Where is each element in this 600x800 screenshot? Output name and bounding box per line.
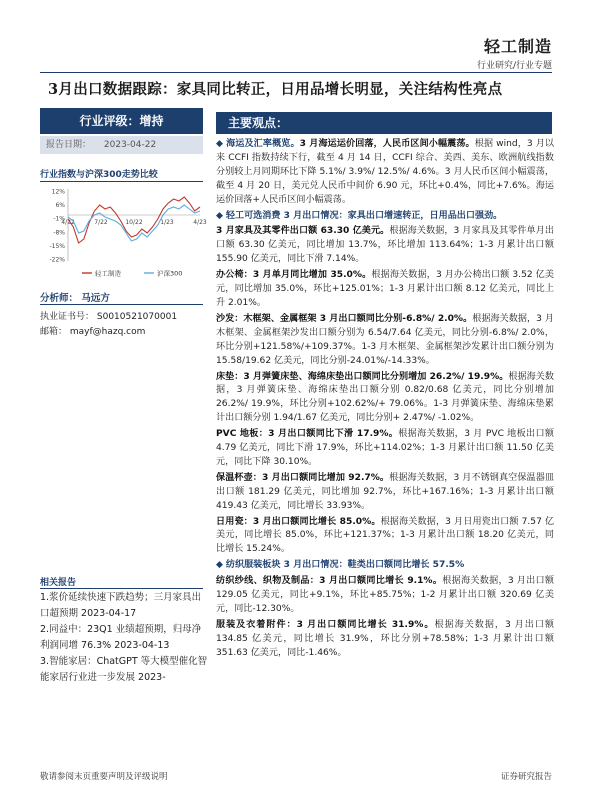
paragraph-mattress — [216, 371, 554, 427]
paragraph-textile-lead — [216, 559, 554, 573]
legend-label: 轻工制造 — [95, 269, 121, 278]
paragraph-sofa — [216, 313, 554, 369]
y-tick-label: -1% — [53, 215, 65, 223]
analyst-label: 分析师： — [40, 293, 79, 304]
yarn-text: 根据海关数据，3 月出口额 129.05 亿美元，同比+9.1%，环比+85.75%；1-2 月累计出口额 320.69 亿美元，同比-12.30%。 — [216, 576, 554, 614]
chart-title: 行业指数与沪深300走势比较 — [40, 170, 158, 180]
x-tick-label: 7/22 — [94, 219, 108, 226]
footer-disclaimer: 敬请参阅末页重要声明及评级说明 — [40, 772, 168, 782]
x-tick-label: 4/23 — [193, 219, 207, 226]
x-tick-label: 10/22 — [125, 219, 143, 226]
x-tick-label: 1/23 — [160, 219, 174, 226]
diamond-bullet-icon: ◆ — [216, 210, 226, 221]
textile-lead: 纺织服装板块 3 月出口情况：鞋类出口额同比增长 57.5% — [225, 560, 465, 571]
header-divider — [40, 72, 552, 73]
license-label: 执业证书号： — [40, 312, 95, 322]
analyst-row — [40, 290, 110, 304]
paragraph-consumer-lead — [216, 210, 554, 224]
diamond-bullet-icon: ◆ — [216, 560, 226, 571]
related-report-item[interactable]: 3.智能家居：ChatGPT 等大模型催化智能家居行业进一步发展 2023- — [40, 656, 208, 683]
footer-report-type: 证券研究报告 — [500, 772, 552, 782]
shipping-text: 根据 wind，3 月以来 CCFI 指数持续下行，截至 4 月 14 日，CCFI 综合、美西、美东、欧洲航线指数分别较上月同期环比下降 5.1%/ 3.9%/ 12.5%/ 4.6%。3 月人民币区间小幅震荡，截至 4 月 20 日，美元兑人民币中间价 6.90 元，环比+0.4%，同比+7.6%。海运运价回落+人民币区间小幅震荡。 — [216, 139, 554, 205]
furniture-bold: 3 月家具及其零件出口额 63.30 亿美元。 — [216, 226, 390, 237]
report-date-row — [40, 136, 203, 154]
email-link[interactable]: mayf@hazq.com — [69, 327, 146, 337]
brand-title: 轻工制造 — [483, 37, 552, 56]
thermos-text: 根据海关数据，3 月不锈钢真空保温器皿出口额 181.29 亿美元，同比增加 92.7%，环比+167.16%；1-3 月累计出口额 419.43 亿美元，同比增长 33.93%。 — [216, 472, 554, 511]
pvc-text: 根据海关数据，3 月 PVC 地板出口额 4.79 亿美元，同比下滑 17.9%，环比+114.02%；1-3 月累计出口额 11.50 亿美元，同比下降 30.10%。 — [216, 429, 554, 467]
analyst-name: 马远方 — [81, 293, 110, 304]
shipping-lead: 海运及汇率概览。 — [226, 139, 300, 149]
paragraph-yarn — [216, 575, 554, 617]
paragraph-furniture — [216, 225, 554, 267]
related-reports-title: 相关报告 — [40, 578, 77, 588]
paragraph-porcelain — [216, 516, 554, 558]
porcelain-bold: 日用瓷：3 月出口额同比增长 85.0%。 — [216, 516, 381, 527]
shipping-bold: 3 月海运运价回落，人民币区间小幅震荡。 — [299, 139, 475, 149]
y-tick-label: -8% — [53, 229, 65, 237]
y-tick-label: -15% — [49, 242, 65, 250]
y-tick-label: 12% — [51, 188, 65, 196]
furniture-text: 根据海关数据，3 月家具及其零件单月出口额 63.30 亿美元，同比增加 13.7%，环比增加 113.64%；1-3 月累计出口额 155.90 亿美元，同比下滑 7.14%。 — [216, 226, 554, 265]
analyst-divider — [40, 304, 203, 305]
chart-title-divider — [40, 181, 203, 182]
related-report-item[interactable]: 2.同益中：23Q1 业绩超预期，归母净利润同增 76.3% 2023-04-13 — [40, 624, 202, 651]
email-label: 邮箱： — [40, 327, 68, 337]
pvc-bold: PVC 地板：3 月出口额同比下滑 17.9%。 — [216, 429, 399, 440]
apparel-text: 根据海关数据，3 月出口额 134.85 亿美元，同比增长 31.9%，环比分别+78.58%；1-3 月累计出口额 351.63 亿美元，同比-1.46%。 — [216, 619, 554, 658]
yarn-bold: 纺织纱线、织物及制品：3 月出口额同比增长 9.1%。 — [216, 576, 443, 587]
paragraph-thermos — [216, 472, 554, 514]
license-row — [40, 309, 177, 322]
thermos-bold: 保温杯壶：3 月出口额同比增加 92.7%。 — [216, 472, 390, 483]
report-date-value: 2023-04-22 — [103, 140, 157, 150]
office-chair-text: 根据海关数据，3 月办公椅出口额 3.52 亿美元，同比增加 35.0%，环比+125.01%；1-3 月累计出口额 8.12 亿美元，同比上升 2.01%。 — [216, 270, 554, 308]
sofa-bold: 沙发：木框架、金属框架 3 月出口额同比分别-6.8%/ 2.0%。 — [216, 313, 473, 324]
diamond-bullet-icon: ◆ — [216, 139, 227, 149]
paragraph-shipping — [216, 138, 554, 208]
apparel-bold: 服装及衣着附件：3 月出口额同比增长 31.9%。 — [216, 619, 435, 630]
mattress-text: 根据海关数据，3 月弹簧床垫、海绵床垫出口额分别 0.82/0.68 亿美元，同比分别增加 26.2%/ 19.9%，环比分别+102.62%/+ 79.06%。1-3 月弹簧床垫、海绵床垫累计出口额分别 1.94/1.67 亿美元，同比分别+ 2.47%/ -1.02%。 — [216, 371, 554, 424]
paragraph-apparel — [216, 619, 554, 661]
related-divider — [40, 588, 203, 589]
x-tick-label: 4/22 — [61, 219, 75, 226]
sofa-text: 根据海关数据，3 月木框架、金属框架沙发出口额分别为 6.54/7.64 亿美元，同比分别-6.8%/ 2.0%，环比分别+121.58%/+109.37%。1-3 月木框架、金属框架沙发累计出口额分别为 15.58/19.62 亿美元，同比分别-24.01%/-14.33%。 — [216, 313, 554, 366]
porcelain-text: 根据海关数据，3 月日用瓷出口额 7.57 亿美元，同比增长 85.0%，环比+121.37%；1-3 月累计出口额 18.20 亿美元，同比增长 15.24%。 — [216, 516, 554, 555]
related-report-item[interactable]: 1.浆价延续快速下跌趋势；三月家具出口超预期 2023-04-17 — [40, 592, 202, 619]
industry-rating: 行业评级：增持 — [40, 108, 203, 134]
report-title: 3月出口数据跟踪：家具同比转正，日用品增长明显，关注结构性亮点 — [48, 81, 503, 98]
report-date-label: 报告日期： — [46, 140, 92, 150]
paragraph-pvc — [216, 428, 554, 470]
report-category: 行业研究/行业专题 — [476, 61, 552, 71]
main-body — [216, 138, 554, 663]
paragraph-office-chair — [216, 269, 554, 311]
main-points-heading: 主要观点： — [216, 112, 552, 134]
office-chair-bold: 办公椅：3 月单月同比增加 35.0%。 — [216, 270, 372, 281]
y-tick-label: 6% — [55, 202, 65, 210]
license-value: S0010521070001 — [96, 312, 178, 322]
related-reports-list — [40, 590, 210, 687]
legend-label: 沪深300 — [157, 269, 183, 278]
consumer-lead: 轻工可选消费 3 月出口情况：家具出口增速转正，日用品出口强劲。 — [225, 210, 503, 221]
email-row — [40, 324, 145, 337]
mattress-bold: 床垫：3 月弹簧床垫、海绵床垫出口额同比分别增加 26.2%/ 19.9%。 — [216, 371, 509, 382]
y-tick-label: -22% — [49, 256, 65, 264]
performance-chart — [40, 185, 205, 280]
